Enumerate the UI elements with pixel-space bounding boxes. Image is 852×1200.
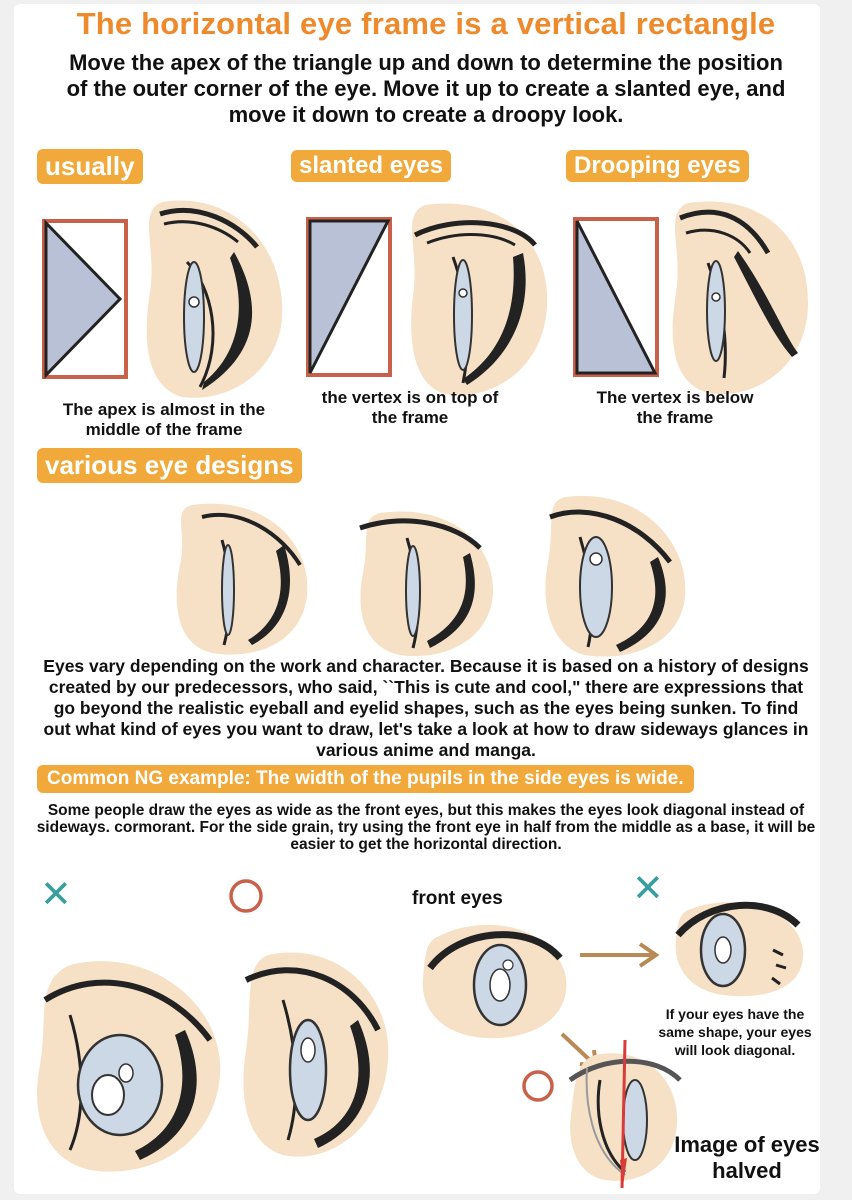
halved-label: Image of eyes halved xyxy=(674,1132,820,1183)
frame-drooping-diagram xyxy=(570,215,665,385)
ok-side-eye-illustration xyxy=(238,940,398,1170)
correct-mark-2-icon xyxy=(520,1068,556,1104)
diagonal-eye-illustration xyxy=(668,890,808,1000)
label-ng-example: Common NG example: The width of the pupils in the side eyes is wide. xyxy=(37,765,694,793)
label-usually: usually xyxy=(37,149,143,184)
designs-paragraph: Eyes vary depending on the work and character. Because it is based on a history of designs created by our predecessors, who said, ``This is cute and cool," there are expressions that go beyond the realistic eyeball and eyelid shapes, such as the eyes being sunken. To find out what kind of eyes you want to draw, let's take a look at how to draw sideways glances in various anime and manga. xyxy=(43,656,809,760)
halved-eye-illustration xyxy=(565,1040,685,1190)
eye-drooping-illustration xyxy=(668,193,818,403)
wrong-mark-icon: ✕ xyxy=(40,874,72,916)
frame-usually-diagram xyxy=(40,215,135,385)
ng-wide-eye-illustration xyxy=(30,945,235,1185)
eye-design-3-illustration xyxy=(540,487,700,662)
eye-design-2-illustration xyxy=(355,503,505,663)
eye-slanted-illustration xyxy=(405,195,555,405)
label-drooping-eyes: Drooping eyes xyxy=(566,150,749,182)
caption-drooping: The vertex is below the frame xyxy=(596,388,754,427)
ng-paragraph: Some people draw the eyes as wide as the front eyes, but this makes the eyes look diagonal instead of sideways. cormorant. For the side grain, try using the front eye in half from the middle as a base, it will be easier to get the horizontal direction. xyxy=(36,802,816,853)
caption-slanted: the vertex is on top of the frame xyxy=(321,388,499,427)
front-eye-illustration xyxy=(420,913,570,1043)
correct-mark-icon xyxy=(228,878,268,918)
page-title: The horizontal eye frame is a vertical rectangle xyxy=(76,6,776,41)
frame-slanted-diagram xyxy=(303,215,398,385)
eye-design-1-illustration xyxy=(172,495,322,660)
eye-usually-illustration xyxy=(142,192,292,407)
label-various-eye-designs: various eye designs xyxy=(37,448,302,483)
caption-usually: The apex is almost in the middle of the frame xyxy=(62,400,266,439)
diagonal-note: If your eyes have the same shape, your eyes will look diagonal. xyxy=(658,1006,812,1058)
label-slanted-eyes: slanted eyes xyxy=(291,150,451,182)
front-eyes-label: front eyes xyxy=(412,888,503,909)
wrong-mark-2-icon: ✕ xyxy=(632,868,664,910)
page-subtitle: Move the apex of the triangle up and down to determine the position of the outer corner of the eye. Move it up to create a slanted eye, and move it down to create a droopy look. xyxy=(66,50,786,127)
right-arrow-icon xyxy=(578,940,668,970)
